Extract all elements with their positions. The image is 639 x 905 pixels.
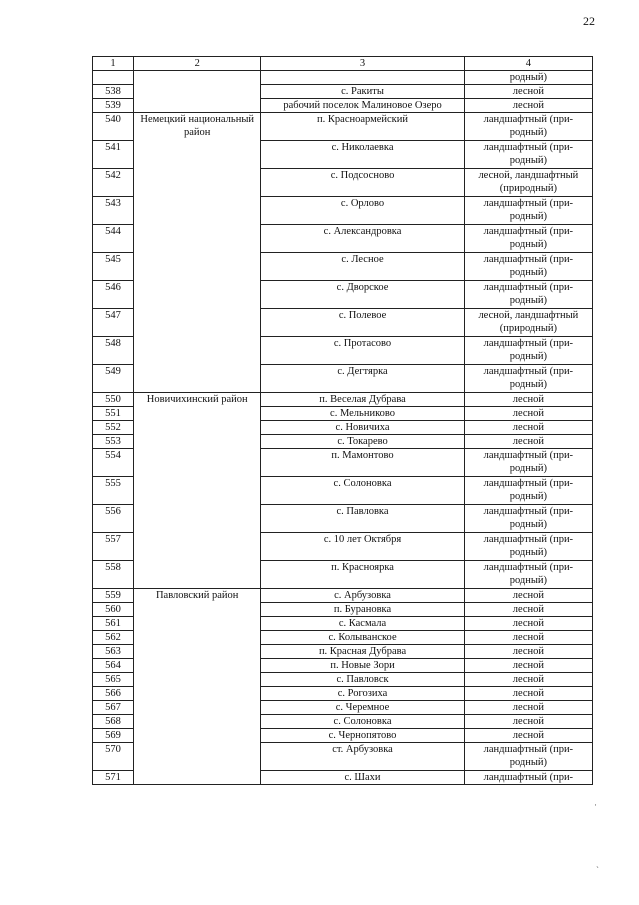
recreation-type-cell: родный) <box>464 71 592 85</box>
settlement-cell: с. Новичиха <box>261 421 464 435</box>
recreation-type-cell: лесной <box>464 701 592 715</box>
row-number: 544 <box>93 225 134 253</box>
recreation-type-cell: ландшафтный (при-родный) <box>464 365 592 393</box>
recreation-type-cell: лесной <box>464 603 592 617</box>
recreation-type-cell: лесной <box>464 85 592 99</box>
settlement-cell <box>261 71 464 85</box>
settlement-cell: ст. Арбузовка <box>261 743 464 771</box>
column-header-4: 4 <box>464 57 592 71</box>
row-number: 542 <box>93 169 134 197</box>
row-number: 557 <box>93 533 134 561</box>
recreation-type-cell: ландшафтный (при-родный) <box>464 449 592 477</box>
row-number: 552 <box>93 421 134 435</box>
recreation-type-cell: лесной <box>464 645 592 659</box>
recreation-type-cell: лесной <box>464 729 592 743</box>
table-row <box>93 589 593 603</box>
settlement-cell: п. Веселая Дубрава <box>261 393 464 407</box>
row-number: 555 <box>93 477 134 505</box>
settlement-cell: с. Ракиты <box>261 85 464 99</box>
settlement-cell: с. Протасово <box>261 337 464 365</box>
row-number: 566 <box>93 687 134 701</box>
settlement-cell: с. Черемное <box>261 701 464 715</box>
settlement-cell: с. Чернопятово <box>261 729 464 743</box>
recreation-type-cell: лесной <box>464 407 592 421</box>
recreation-type-cell: ландшафтный (при-родный) <box>464 141 592 169</box>
settlement-cell: с. Дворское <box>261 281 464 309</box>
settlement-cell: п. Красная Дубрава <box>261 645 464 659</box>
settlement-cell: с. Павловск <box>261 673 464 687</box>
district-cell: Новичихинский район <box>134 393 261 589</box>
settlement-cell: с. Шахи <box>261 771 464 785</box>
settlement-cell: с. Касмала <box>261 617 464 631</box>
recreation-type-cell: ландшафтный (при-родный) <box>464 477 592 505</box>
district-cell: Немецкий национальный район <box>134 113 261 393</box>
row-number: 561 <box>93 617 134 631</box>
row-number: 554 <box>93 449 134 477</box>
recreation-type-cell: ландшафтный (при-родный) <box>464 505 592 533</box>
row-number: 570 <box>93 743 134 771</box>
recreation-type-cell: лесной, ландшафтный (природный) <box>464 169 592 197</box>
recreation-type-cell: лесной <box>464 659 592 673</box>
settlement-cell: с. Колыванское <box>261 631 464 645</box>
row-number: 549 <box>93 365 134 393</box>
row-number: 550 <box>93 393 134 407</box>
settlement-cell: с. Николаевка <box>261 141 464 169</box>
settlement-cell: с. Александровка <box>261 225 464 253</box>
recreation-type-cell: ландшафтный (при-родный) <box>464 281 592 309</box>
recreation-type-cell: лесной <box>464 687 592 701</box>
column-header-3: 3 <box>261 57 464 71</box>
row-number: 541 <box>93 141 134 169</box>
page-number: 22 <box>583 14 595 28</box>
row-number: 547 <box>93 309 134 337</box>
row-number: 565 <box>93 673 134 687</box>
settlement-cell: с. Орлово <box>261 197 464 225</box>
scan-speck: · <box>594 800 597 810</box>
district-cell <box>134 71 261 113</box>
row-number: 558 <box>93 561 134 589</box>
settlement-cell: с. Дегтярка <box>261 365 464 393</box>
table-row <box>93 113 593 141</box>
column-header-2: 2 <box>134 57 261 71</box>
recreation-type-cell: лесной <box>464 715 592 729</box>
settlement-cell: с. 10 лет Октября <box>261 533 464 561</box>
recreation-type-cell: лесной <box>464 393 592 407</box>
row-number: 563 <box>93 645 134 659</box>
recreation-type-cell: ландшафтный (при-родный) <box>464 253 592 281</box>
row-number: 569 <box>93 729 134 743</box>
settlement-cell: с. Арбузовка <box>261 589 464 603</box>
recreation-type-cell: ландшафтный (при-родный) <box>464 113 592 141</box>
row-number: 559 <box>93 589 134 603</box>
row-number: 556 <box>93 505 134 533</box>
row-number: 543 <box>93 197 134 225</box>
scan-speck: ˏ <box>596 858 599 868</box>
recreation-type-cell: лесной <box>464 589 592 603</box>
recreation-type-cell: ландшафтный (при-родный) <box>464 337 592 365</box>
recreation-type-cell: лесной, ландшафтный (природный) <box>464 309 592 337</box>
row-number: 568 <box>93 715 134 729</box>
row-number: 540 <box>93 113 134 141</box>
table-header-row <box>93 57 593 71</box>
settlement-cell: с. Подсосново <box>261 169 464 197</box>
row-number: 564 <box>93 659 134 673</box>
settlement-cell: п. Бурановка <box>261 603 464 617</box>
row-number: 553 <box>93 435 134 449</box>
row-number: 548 <box>93 337 134 365</box>
settlement-cell: с. Мельниково <box>261 407 464 421</box>
row-number: 567 <box>93 701 134 715</box>
row-number: 546 <box>93 281 134 309</box>
recreation-type-cell: лесной <box>464 673 592 687</box>
recreation-type-cell: ландшафтный (при-родный) <box>464 533 592 561</box>
recreation-type-cell: лесной <box>464 435 592 449</box>
recreation-type-cell: ландшафтный (при-родный) <box>464 561 592 589</box>
row-number <box>93 71 134 85</box>
table-row <box>93 393 593 407</box>
settlement-cell: с. Павловка <box>261 505 464 533</box>
settlement-cell: с. Лесное <box>261 253 464 281</box>
settlement-cell: п. Красноармейский <box>261 113 464 141</box>
settlement-cell: с. Рогозиха <box>261 687 464 701</box>
recreation-type-cell: ландшафтный (при-родный) <box>464 197 592 225</box>
recreation-type-cell: ландшафтный (при-родный) <box>464 225 592 253</box>
row-number: 539 <box>93 99 134 113</box>
settlement-cell: п. Красноярка <box>261 561 464 589</box>
row-number: 571 <box>93 771 134 785</box>
settlement-cell: п. Мамонтово <box>261 449 464 477</box>
recreation-type-cell: ландшафтный (при-родный) <box>464 743 592 771</box>
settlement-cell: с. Солоновка <box>261 715 464 729</box>
recreation-type-cell: ландшафтный (при- <box>464 771 592 785</box>
settlement-cell: с. Токарево <box>261 435 464 449</box>
settlements-table <box>92 56 593 785</box>
row-number: 562 <box>93 631 134 645</box>
row-number: 551 <box>93 407 134 421</box>
settlement-cell: с. Полевое <box>261 309 464 337</box>
settlement-cell: рабочий поселок Малиновое Озеро <box>261 99 464 113</box>
recreation-type-cell: лесной <box>464 99 592 113</box>
row-number: 545 <box>93 253 134 281</box>
recreation-type-cell: лесной <box>464 617 592 631</box>
district-cell: Павловский район <box>134 589 261 785</box>
settlement-cell: с. Солоновка <box>261 477 464 505</box>
settlement-cell: п. Новые Зори <box>261 659 464 673</box>
row-number: 560 <box>93 603 134 617</box>
recreation-type-cell: лесной <box>464 421 592 435</box>
table-row <box>93 71 593 85</box>
row-number: 538 <box>93 85 134 99</box>
recreation-type-cell: лесной <box>464 631 592 645</box>
column-header-1: 1 <box>93 57 134 71</box>
